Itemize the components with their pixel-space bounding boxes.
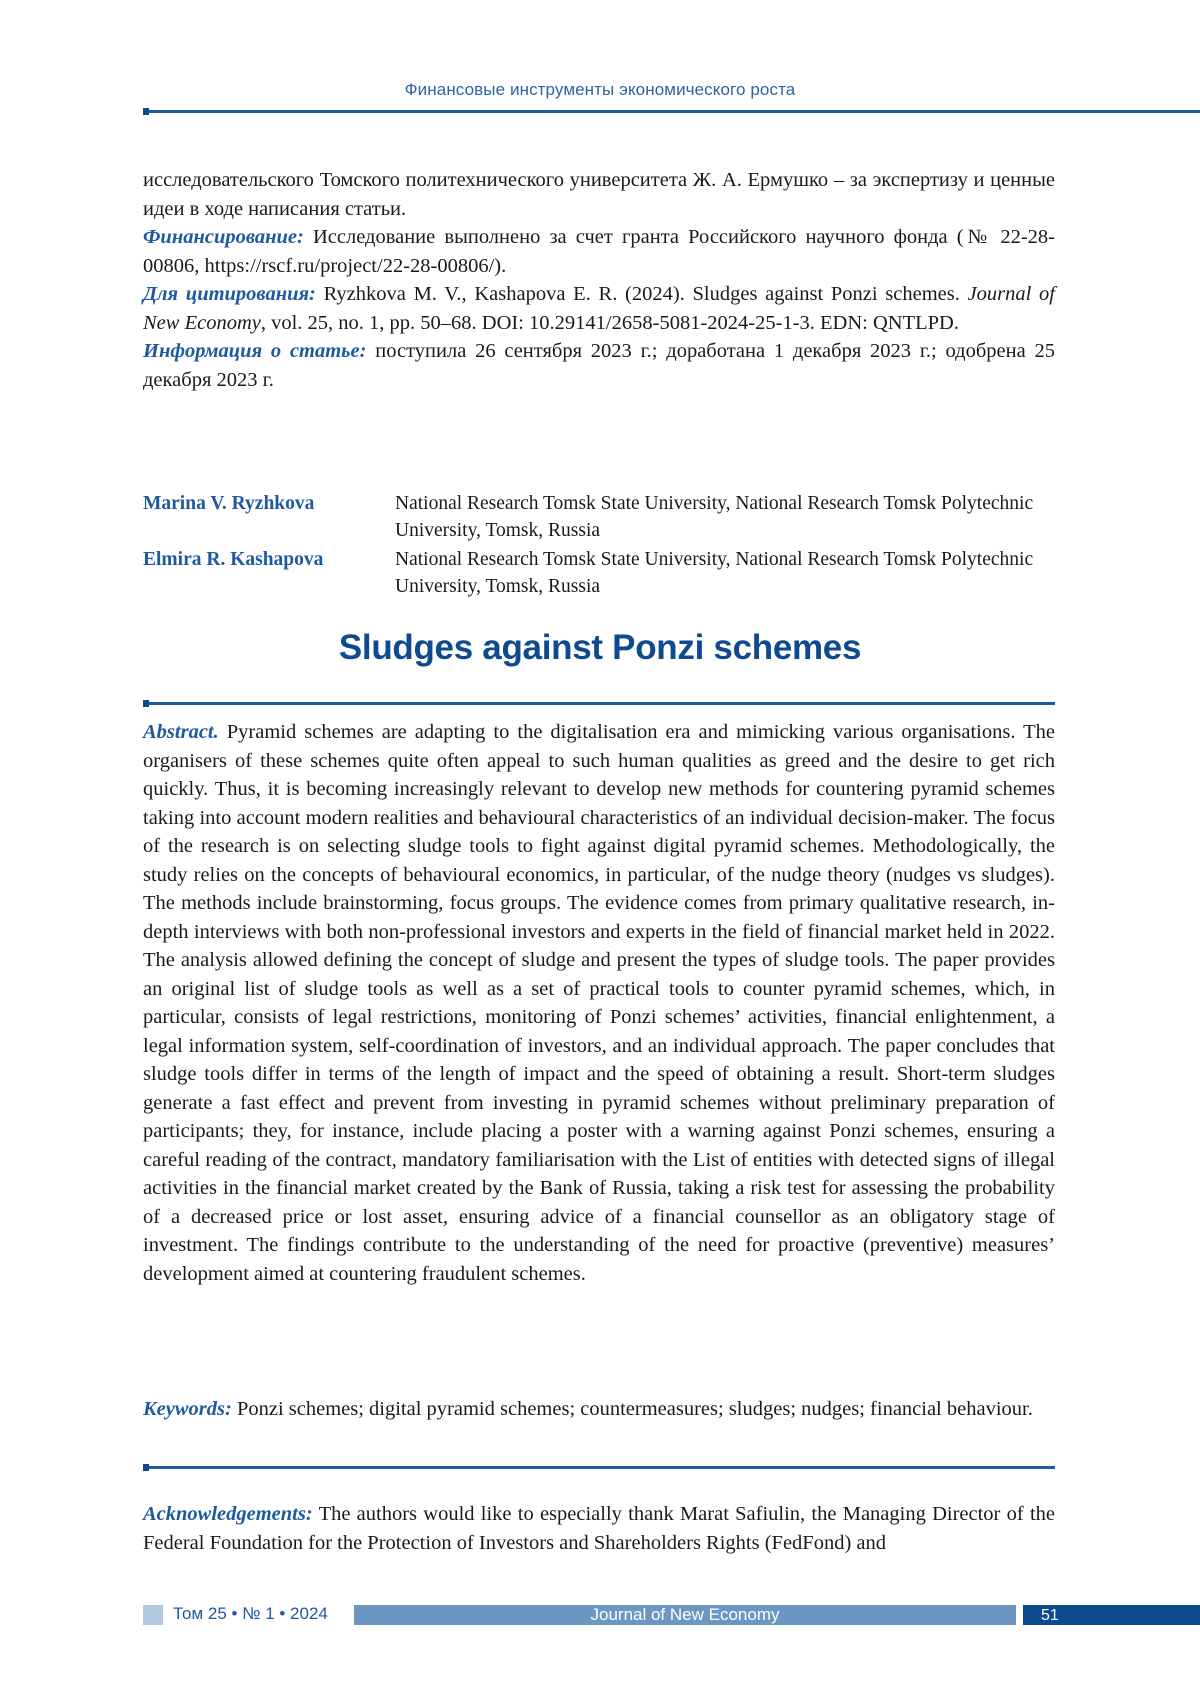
front-matter [143, 166, 1055, 394]
author-affiliation: National Research Tomsk State University, National Research Tomsk Polytechnic University, Tomsk, Russia [395, 549, 1034, 597]
keywords-divider [143, 1466, 1055, 1469]
citation-text: Ryzhkova M. V., Kashapova E. R. (2024). Sludges against Ponzi schemes. [315, 283, 968, 305]
author-row [143, 546, 1055, 600]
article-info-paragraph [143, 337, 1055, 394]
author-name: Marina V. Ryzhkova [143, 493, 315, 514]
acknowledgements-label: Acknowledgements: [143, 1503, 313, 1525]
footer-square-decoration [143, 1605, 163, 1625]
keywords [143, 1395, 1055, 1424]
author-row [143, 490, 1055, 544]
article-info-label: Информация о статье: [143, 340, 367, 362]
footer-volume: Том 25 • № 1 • 2024 [173, 1604, 328, 1623]
footer-journal-name: Journal of New Economy [354, 1605, 1016, 1625]
author-affiliation: National Research Tomsk State University, National Research Tomsk Polytechnic University, Tomsk, Russia [395, 493, 1034, 541]
acknowledgements-text: The authors would like to especially thank Marat Safiulin, the Managing Director of the Federal Foundation for the Protection of Investors and Shareholders Rights (FedFond) and [143, 1503, 1055, 1554]
acknowledgements [143, 1500, 1055, 1557]
page-number: 51 [1023, 1605, 1200, 1625]
author-name: Elmira R. Kashapova [143, 549, 324, 570]
acknowledgement-continuation: исследовательского Томского политехнического университета Ж. А. Ермушко – за экспертизу и ценные идеи в ходе написания статьи. [143, 169, 1055, 220]
funding-text: Исследование выполнено за счет гранта Российского научного фонда (№ 22-28-00806, https://rscf.ru/project/22-28-00806/). [143, 226, 1055, 277]
abstract-label: Abstract. [143, 721, 219, 743]
title-divider [143, 702, 1055, 705]
article-title: Sludges against Ponzi schemes [338, 628, 862, 667]
citation-details: , vol. 25, no. 1, pp. 50–68. DOI: 10.29141/2658-5081-2024-25-1-3. EDN: QNTLPD. [260, 311, 959, 334]
abstract [143, 718, 1055, 1288]
abstract-text: Pyramid schemes are adapting to the digitalisation era and mimicking various organisations. The organisers of these schemes quite often appeal to such human qualities as greed and the desire to get rich quickly. Thus, it is becoming increasingly relevant to develop new methods for countering pyramid schemes taking into account modern realities and behavioural characteristics of an individual decision-maker. The focus of the research is on selecting sludge tools to fight against digital pyramid schemes. Methodologically, the study relies on the concepts of behavioural economics, in particular, of the nudge theory (nudges vs sludges). The methods include brainstorming, focus groups. The evidence comes from primary qualitative research, in-depth interviews with both non-professional investors and experts in the field of financial market held in 2022. The analysis allowed defining the concept of sludge and present the types of sludge tools. The paper provides an original list of sludge tools as well as a set of practical tools to counter pyramid schemes, which, in particular, consists of legal restrictions, monitoring of Ponzi schemes’ activities, financial enlightenment, a legal information system, self-coordination of investors, and an individual approach. The paper concludes that sludge tools differ in terms of the length of impact and the speed of obtaining a result. Short-term sludges generate a fast effect and prevent from investing in pyramid schemes without preliminary preparation of participants; they, for instance, include placing a poster with a warning against Ponzi schemes, ensuring a careful reading of the contract, mandatory familiarisation with the List of entities with detected signs of illegal activities in the financial market created by the Bank of Russia, taking a risk test for assessing the probability of a decreased price or lost asset, ensuring advice of a financial counsellor as an obligatory stage of investment. The findings contribute to the understanding of the need for proactive (preventive) measures’ development aimed at countering fraudulent schemes. [143, 721, 1055, 1285]
citation-journal: Journal of New Economy [143, 283, 1055, 334]
page-footer [0, 1605, 1200, 1627]
citation-label: Для цитирования: [143, 283, 316, 305]
header-divider [143, 110, 1200, 113]
funding-label: Финансирование: [143, 226, 304, 248]
running-head: Финансовые инструменты экономического роста [404, 80, 796, 99]
keywords-label: Keywords: [143, 1398, 232, 1420]
keywords-text: Ponzi schemes; digital pyramid schemes; countermeasures; sludges; nudges; financial behaviour. [231, 1398, 1033, 1420]
author-list [143, 490, 1055, 602]
abstract-paragraph [143, 718, 1055, 1288]
funding-paragraph [143, 223, 1055, 280]
article-info-text: поступила 26 сентября 2023 г.; доработана 1 декабря 2023 г.; одобрена 25 декабря 2023 г. [143, 340, 1055, 391]
citation-paragraph [143, 280, 1055, 337]
